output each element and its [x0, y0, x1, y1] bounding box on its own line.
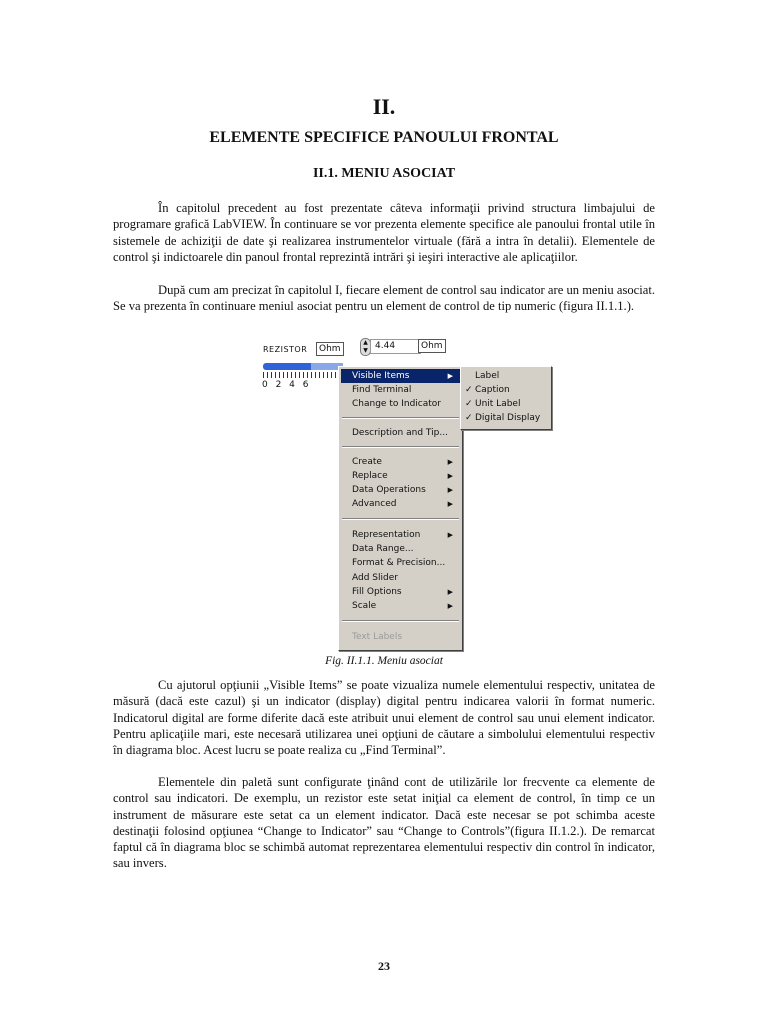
slider-scale-labels: 0 2 4 6	[262, 380, 309, 390]
figure-labview-menu	[258, 336, 558, 654]
submenu-item-text: Label	[475, 371, 500, 381]
digital-unit-label: Ohm	[418, 339, 446, 353]
menu-item-label: Replace	[352, 471, 388, 481]
control-label: REZISTOR	[263, 345, 308, 354]
menu-item-add-slider[interactable]: Add Slider	[352, 573, 398, 583]
menu-item-label: Fill Options	[352, 587, 402, 597]
paragraph-palette: Elementele din paletă sunt configurate ţinând cont de utilizările lor frecvente ca elemente de control sau indicatori. De exemplu, un rezistor este setat iniţial ca element de control, în timp ce un instrument de măsurare este setat ca un element indicator. Dacă este necesar se pot schimba aceste destinaţii folosind opţiunea “Change to Indicator” sau “Change to Controls”(figura II.1.2.). De remarcat faptul că în diagrama bloc se schimbă automat reprezentarea elementului respectiv din control în indicator, sau invers.	[113, 775, 655, 871]
chapter-title: ELEMENTE SPECIFICE PANOULUI FRONTAL	[209, 129, 559, 146]
submenu-item-text: Caption	[475, 385, 510, 395]
paragraph-visible-items: Cu ajutorul opţiunii „Visible Items” se poate vizualiza numele elementului respectiv, unitatea de măsură (dacă este cazul) şi un indicator (display) digital pentru indicarea valorii în format numeric. Indicatorul digital are forme diferite dacă este atribuit unui element de control sau unui element indicator. Pentru aplicaţiile mari, este necesară utilizarea unei opţiuni de căutare a simbolului elementului respectiv în diagrama bloc. Acest lucru se poate realiza cu „Find Terminal”.	[113, 678, 655, 758]
menu-item-visible-items[interactable]	[341, 369, 460, 383]
menu-item-label: Representation	[352, 530, 421, 540]
menu-item-data-operations[interactable]	[341, 483, 460, 497]
chapter-number: II.	[372, 94, 396, 119]
menu-item-change-to-indicator[interactable]: Change to Indicator	[352, 399, 441, 409]
page-number: 23	[378, 959, 390, 973]
submenu-arrow-icon: ▶	[447, 602, 453, 610]
visible-items-submenu	[460, 366, 552, 430]
paragraph-intro: În capitolul precedent au fost prezentate câteva informaţii privind structura limbajului de programare grafică LabVIEW. În continuare se vor prezenta elemente specifice ale panoului frontal utile în sistemele de achiziţii de date şi realizarea instrumentelor virtuale (fără a intra în detalii). Elementele de control şi indictoarele din panoul frontal reprezintă intrări şi ieşiri interactive ale aplicaţiilor.	[113, 201, 655, 264]
context-menu	[338, 366, 463, 651]
menu-separator	[342, 446, 459, 448]
submenu-arrow-icon: ▶	[447, 486, 453, 494]
check-icon: ✓	[465, 413, 473, 423]
submenu-item-text: Digital Display	[475, 413, 541, 423]
submenu-arrow-icon: ▶	[447, 372, 453, 380]
check-icon: ✓	[465, 399, 473, 409]
menu-item-format-precision[interactable]: Format & Precision...	[352, 558, 446, 568]
submenu-item-unit-label[interactable]	[463, 397, 549, 411]
submenu-arrow-icon: ▶	[447, 588, 453, 596]
submenu-item-label[interactable]	[463, 369, 549, 383]
menu-item-replace[interactable]	[341, 469, 460, 483]
submenu-arrow-icon: ▶	[447, 458, 453, 466]
submenu-arrow-icon: ▶	[447, 472, 453, 480]
menu-item-advanced[interactable]	[341, 497, 460, 511]
menu-item-description-and-tip[interactable]: Description and Tip...	[352, 428, 448, 438]
section-title: II.1. MENIU ASOCIAT	[312, 166, 456, 181]
digital-display[interactable]: 4.44	[370, 339, 421, 354]
menu-separator	[342, 620, 459, 622]
submenu-arrow-icon: ▶	[447, 531, 453, 539]
menu-item-find-terminal[interactable]: Find Terminal	[352, 385, 412, 395]
paragraph-menu-intro: După cum am precizat în capitolul I, fiecare element de control sau indicator are un meniu asociat. Se va prezenta în continuare meniul asociat pentru un element de control de tip numeric (figura II.1.1.).	[113, 283, 655, 314]
submenu-item-digital-display[interactable]	[463, 411, 549, 425]
menu-item-label: Advanced	[352, 499, 397, 509]
submenu-item-text: Unit Label	[475, 399, 521, 409]
menu-item-fill-options[interactable]	[341, 585, 460, 599]
menu-item-label: Scale	[352, 601, 377, 611]
menu-separator	[342, 417, 459, 419]
menu-item-label: Data Operations	[352, 485, 426, 495]
menu-item-create[interactable]	[341, 455, 460, 469]
increment-decrement-icon[interactable]: ▲ ▼	[360, 338, 371, 356]
menu-item-text-labels: Text Labels	[352, 632, 403, 642]
figure-caption: Fig. II.1.1. Meniu asociat	[325, 655, 443, 667]
submenu-item-caption[interactable]	[463, 383, 549, 397]
slider-scale-ticks	[263, 372, 339, 378]
check-icon: ✓	[465, 385, 473, 395]
unit-label: Ohm	[316, 342, 344, 356]
menu-item-data-range[interactable]: Data Range...	[352, 544, 414, 554]
menu-item-representation[interactable]	[341, 528, 460, 542]
menu-item-label: Create	[352, 457, 382, 467]
menu-item-label: Visible Items	[352, 371, 410, 381]
menu-item-scale[interactable]	[341, 599, 460, 613]
menu-separator	[342, 518, 459, 520]
submenu-arrow-icon: ▶	[447, 500, 453, 508]
